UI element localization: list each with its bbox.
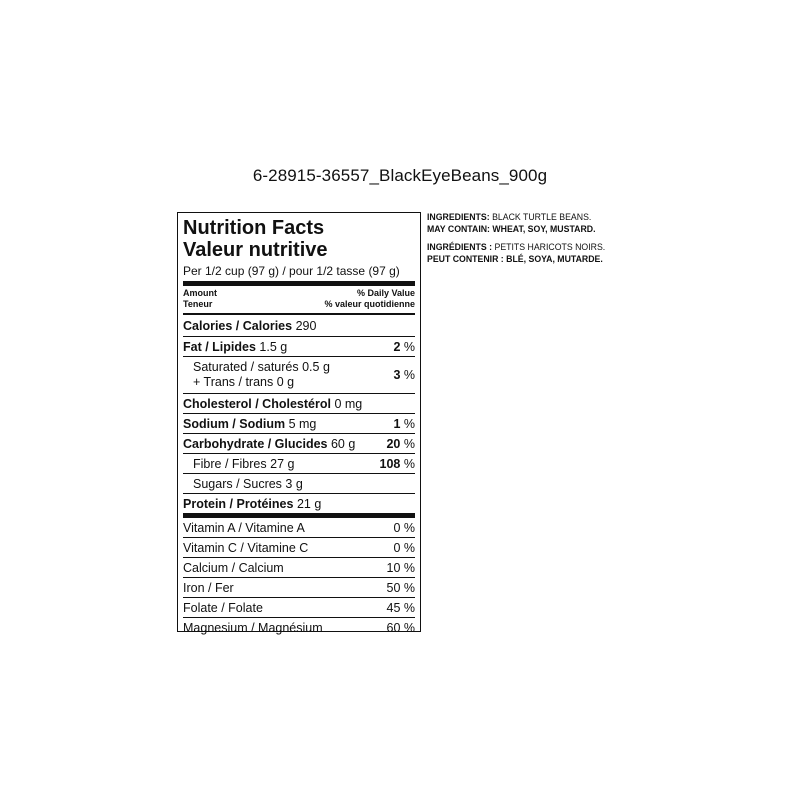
sugars-amount: 3 g	[285, 476, 303, 491]
fat-label: Fat / Lipides	[183, 339, 256, 354]
sodium-pct: 1	[393, 416, 401, 431]
cholesterol-label: Cholesterol / Cholestérol	[183, 396, 331, 411]
fat-amount: 1.5 g	[259, 339, 288, 354]
file-label: 6-28915-36557_BlackEyeBeans_900g	[252, 166, 548, 185]
vitamin-label: Vitamin C / Vitamine C	[183, 540, 309, 555]
vitamin-value: 60 %	[386, 620, 415, 635]
fat-pct: 2	[393, 339, 401, 354]
sugars-row	[183, 474, 415, 494]
calories-label: Calories / Calories	[183, 318, 293, 333]
vitamin-value: 0 %	[393, 540, 415, 555]
saturated-label: Saturated / saturés	[193, 360, 299, 374]
pct-symbol: %	[403, 339, 415, 354]
ingredients-fr-label: INGRÉDIENTS :	[427, 242, 493, 253]
vitamin-row	[183, 578, 415, 598]
vitamin-row	[183, 538, 415, 558]
vitamin-label: Calcium / Calcium	[183, 560, 284, 575]
header-daily-value: % Daily Value	[356, 288, 415, 298]
protein-label: Protein / Protéines	[183, 496, 294, 511]
trans-label: + Trans / trans	[193, 375, 274, 389]
fibre-amount: 27 g	[270, 456, 295, 471]
vitamin-value: 10 %	[386, 560, 415, 575]
sugars-label: Sugars / Sucres	[193, 476, 282, 491]
vitamin-value: 50 %	[386, 580, 415, 595]
calories-value: 290	[295, 318, 317, 333]
vitamin-row	[183, 518, 415, 538]
vitamin-label: Folate / Folate	[183, 600, 263, 615]
fibre-row	[183, 454, 415, 474]
ingredients-fr	[427, 242, 605, 254]
fibre-label: Fibre / Fibres	[193, 456, 267, 471]
vitamin-row	[183, 558, 415, 578]
carb-amount: 60 g	[330, 436, 356, 451]
ingredients-en-label: INGREDIENTS:	[427, 212, 490, 223]
calories-row	[183, 315, 415, 337]
pct-symbol: %	[403, 436, 415, 451]
vitamin-label: Magnesium / Magnésium	[183, 620, 323, 635]
carb-label: Carbohydrate / Glucides	[183, 436, 328, 451]
may-contain-en-label: MAY CONTAIN:	[427, 224, 490, 235]
ingredients-block	[427, 212, 605, 266]
nutrition-facts-table	[177, 212, 421, 635]
carb-pct: 20	[386, 436, 401, 451]
serving-size: Per 1/2 cup (97 g) / pour 1/2 tasse (97 g)	[183, 264, 415, 286]
pct-symbol: %	[403, 368, 415, 382]
vitamin-label: Iron / Fer	[183, 580, 234, 595]
trans-amount: 0 g	[276, 375, 295, 389]
pct-symbol: %	[403, 416, 415, 431]
cholesterol-row	[183, 394, 415, 414]
protein-amount: 21 g	[296, 496, 322, 511]
saturated-trans-row	[183, 357, 415, 394]
column-header	[183, 286, 415, 315]
sodium-label: Sodium / Sodium	[183, 416, 286, 431]
ingredients-en	[427, 212, 605, 224]
protein-row	[183, 494, 415, 518]
pct-symbol: %	[403, 456, 415, 471]
may-contain-en-text: WHEAT, SOY, MUSTARD.	[492, 224, 596, 235]
sodium-row	[183, 414, 415, 434]
cholesterol-amount: 0 mg	[334, 396, 363, 411]
vitamin-value: 45 %	[386, 600, 415, 615]
ingredients-en-text: BLACK TURTLE BEANS.	[492, 212, 592, 223]
vitamin-row	[183, 618, 415, 637]
fibre-pct: 108	[379, 456, 401, 471]
may-contain-fr-text: BLÉ, SOYA, MUTARDE.	[506, 254, 603, 265]
header-teneur: Teneur	[183, 299, 213, 309]
vitamin-value: 0 %	[393, 520, 415, 535]
header-amount: Amount	[183, 288, 217, 298]
header-valeur-quotidienne: % valeur quotidienne	[324, 299, 415, 309]
title-fr: Valeur nutritive	[183, 239, 328, 261]
title-en: Nutrition Facts	[183, 217, 325, 239]
carbohydrate-row	[183, 434, 415, 454]
fat-row	[183, 337, 415, 357]
may-contain-fr	[427, 254, 605, 266]
vitamin-row	[183, 598, 415, 618]
may-contain-fr-label: PEUT CONTENIR :	[427, 254, 504, 265]
sat-trans-pct: 3	[393, 368, 401, 382]
saturated-amount: 0.5 g	[302, 360, 330, 374]
sodium-amount: 5 mg	[288, 416, 317, 431]
vitamin-label: Vitamin A / Vitamine A	[183, 520, 305, 535]
may-contain-en	[427, 224, 605, 236]
ingredients-fr-text: PETITS HARICOTS NOIRS.	[494, 242, 606, 253]
